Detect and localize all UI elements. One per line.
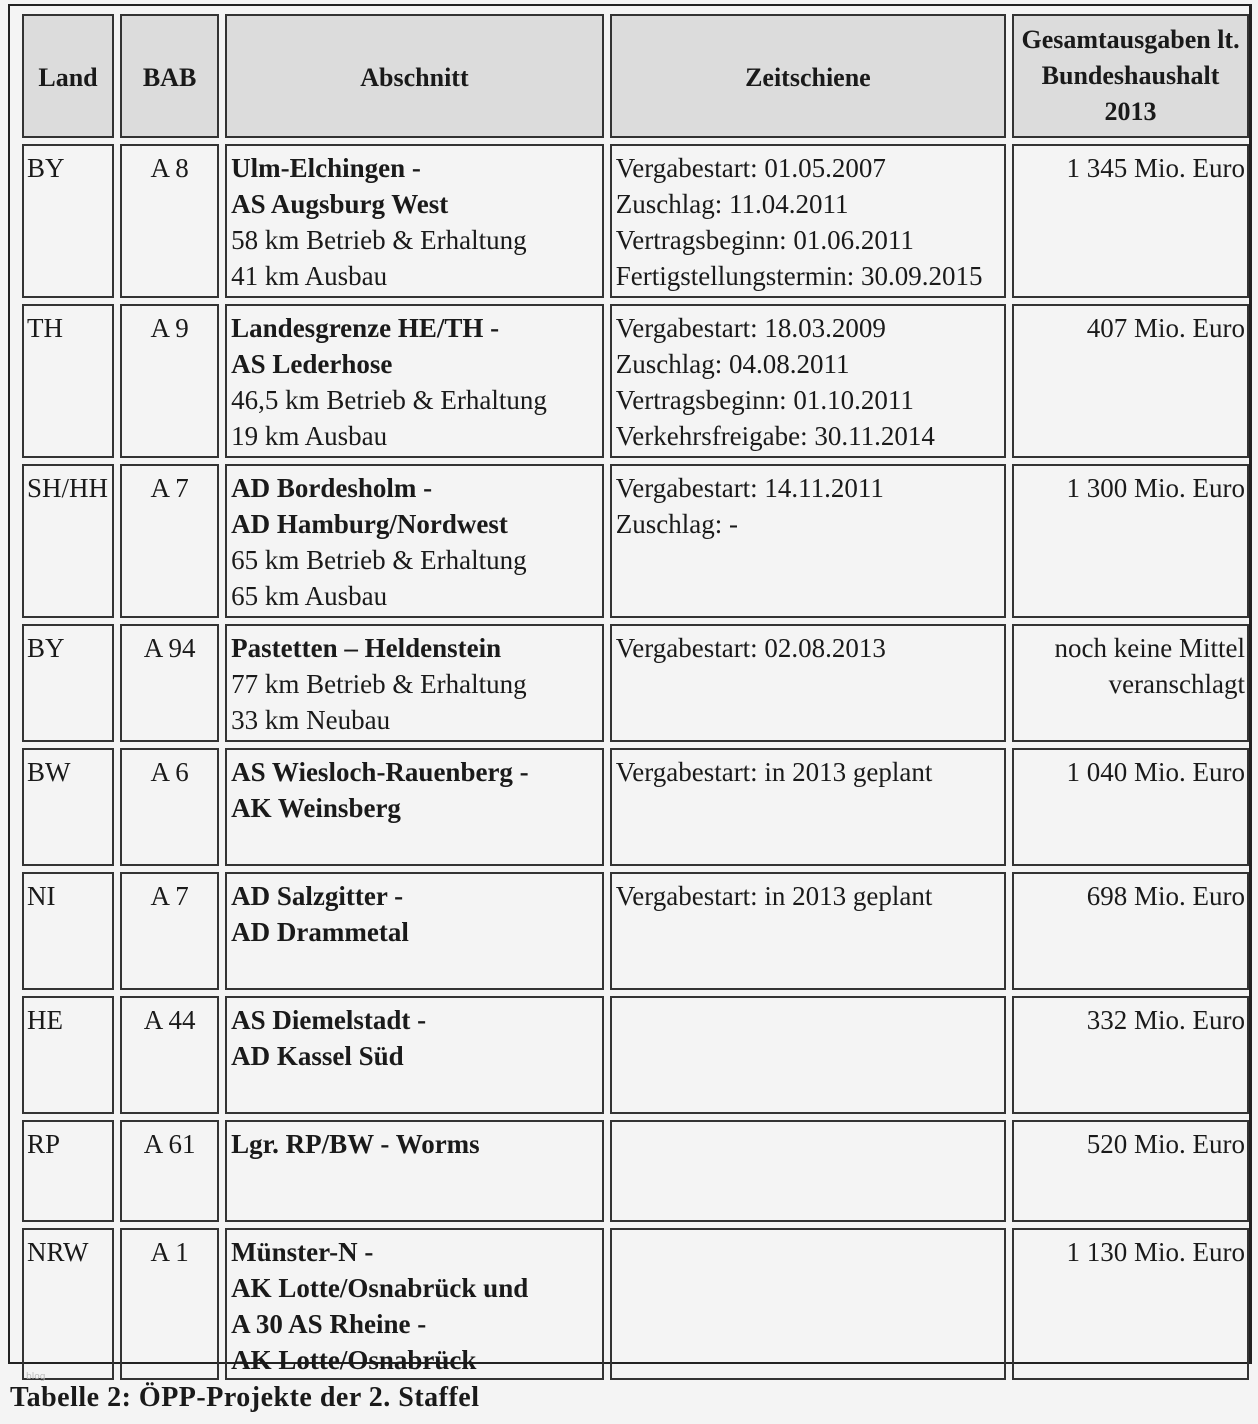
gesamtausgaben-line: noch keine Mittel xyxy=(1054,633,1245,663)
zeitschiene-line: Vergabestart: in 2013 geplant xyxy=(615,881,933,911)
cell-abschnitt xyxy=(225,144,604,298)
cell-gesamtausgaben xyxy=(1012,624,1249,742)
cell-bab: A 1 xyxy=(120,1228,219,1380)
abschnitt-title-line: A 30 AS Rheine - xyxy=(231,1309,427,1339)
cell-gesamtausgaben xyxy=(1012,464,1249,618)
cell-gesamtausgaben xyxy=(1012,144,1249,298)
cell-zeitschiene xyxy=(610,304,1006,458)
abschnitt-title-line: Pastetten – Heldenstein xyxy=(231,633,502,663)
cell-abschnitt xyxy=(225,304,604,458)
abschnitt-title-line: AD Hamburg/Nordwest xyxy=(231,509,508,539)
cell-land: SH/HH xyxy=(22,464,114,618)
cell-abschnitt xyxy=(225,464,604,618)
cell-land: RP xyxy=(22,1120,114,1222)
table-body xyxy=(22,144,1249,1380)
cell-bab: A 9 xyxy=(120,304,219,458)
cell-land: NRW xyxy=(22,1228,114,1380)
zeitschiene-line: Verkehrsfreigabe: 30.11.2014 xyxy=(615,421,935,451)
cell-bab: A 94 xyxy=(120,624,219,742)
table-row xyxy=(22,464,1249,618)
cell-bab: A 61 xyxy=(120,1120,219,1222)
cell-abschnitt xyxy=(225,1228,604,1380)
cell-gesamtausgaben xyxy=(1012,304,1249,458)
cell-bab: A 44 xyxy=(120,996,219,1114)
cell-gesamtausgaben xyxy=(1012,748,1249,866)
cell-land: NI xyxy=(22,872,114,990)
zeitschiene-line: Zuschlag: - xyxy=(615,509,738,539)
abschnitt-title-line: AK Weinsberg xyxy=(231,793,401,823)
oepp-table xyxy=(16,8,1255,1386)
abschnitt-detail-line: 77 km Betrieb & Erhaltung xyxy=(231,669,527,699)
gesamtausgaben-line: 520 Mio. Euro xyxy=(1086,1129,1245,1159)
abschnitt-title-line: AD Bordesholm - xyxy=(231,473,433,503)
cell-bab: A 7 xyxy=(120,872,219,990)
abschnitt-detail-line: 58 km Betrieb & Erhaltung xyxy=(231,225,527,255)
gesamtausgaben-line: 1 130 Mio. Euro xyxy=(1066,1237,1245,1267)
cell-bab: A 8 xyxy=(120,144,219,298)
cell-gesamtausgaben xyxy=(1012,1120,1249,1222)
cell-gesamtausgaben xyxy=(1012,1228,1249,1380)
abschnitt-title-line: Lgr. RP/BW - Worms xyxy=(231,1129,480,1159)
header-land: Land xyxy=(22,14,114,138)
header-bab: BAB xyxy=(120,14,219,138)
abschnitt-detail-line: 46,5 km Betrieb & Erhaltung xyxy=(231,385,547,415)
header-abschnitt: Abschnitt xyxy=(225,14,604,138)
cell-abschnitt xyxy=(225,872,604,990)
zeitschiene-line: Vertragsbeginn: 01.10.2011 xyxy=(615,385,914,415)
header-gesamtausgaben xyxy=(1012,14,1249,138)
gesamtausgaben-line: 332 Mio. Euro xyxy=(1086,1005,1245,1035)
abschnitt-title-line: AD Salzgitter - xyxy=(231,881,404,911)
cell-abschnitt xyxy=(225,996,604,1114)
table-row xyxy=(22,1120,1249,1222)
abschnitt-title-line: AS Diemelstadt - xyxy=(231,1005,427,1035)
gesamtausgaben-line: 407 Mio. Euro xyxy=(1086,313,1245,343)
header-gesamt-line: Bundeshaushalt xyxy=(1041,61,1220,90)
abschnitt-title-line: AS Wiesloch-Rauenberg - xyxy=(231,757,529,787)
table-row xyxy=(22,624,1249,742)
abschnitt-title-line: Landesgrenze HE/TH - xyxy=(231,313,500,343)
cell-zeitschiene xyxy=(610,1228,1006,1380)
table-row xyxy=(22,144,1249,298)
cell-bab: A 6 xyxy=(120,748,219,866)
cell-gesamtausgaben xyxy=(1012,872,1249,990)
table-frame xyxy=(8,4,1252,1375)
cell-abschnitt xyxy=(225,748,604,866)
cell-bab: A 7 xyxy=(120,464,219,618)
cell-zeitschiene xyxy=(610,872,1006,990)
gesamtausgaben-line: 1 300 Mio. Euro xyxy=(1066,473,1245,503)
cell-land: TH xyxy=(22,304,114,458)
cell-land: BY xyxy=(22,144,114,298)
gesamtausgaben-line: 1 345 Mio. Euro xyxy=(1066,153,1245,183)
cell-land: HE xyxy=(22,996,114,1114)
gesamtausgaben-line: 698 Mio. Euro xyxy=(1086,881,1245,911)
abschnitt-detail-line: 65 km Ausbau xyxy=(231,581,388,611)
header-gesamt-line: 2013 xyxy=(1104,97,1157,126)
abschnitt-title-line: AK Lotte/Osnabrück xyxy=(231,1345,477,1375)
abschnitt-title-line: Münster-N - xyxy=(231,1237,374,1267)
table-row xyxy=(22,996,1249,1114)
cell-zeitschiene xyxy=(610,996,1006,1114)
zeitschiene-line: Vergabestart: in 2013 geplant xyxy=(615,757,933,787)
zeitschiene-line: Vergabestart: 01.05.2007 xyxy=(615,153,886,183)
zeitschiene-line: Vergabestart: 02.08.2013 xyxy=(615,633,886,663)
abschnitt-title-line: AD Drammetal xyxy=(231,917,409,947)
abschnitt-title-line: AS Augsburg West xyxy=(231,189,449,219)
abschnitt-detail-line: 65 km Betrieb & Erhaltung xyxy=(231,545,527,575)
zeitschiene-line: Vergabestart: 14.11.2011 xyxy=(615,473,884,503)
cell-land: BW xyxy=(22,748,114,866)
header-zeitschiene: Zeitschiene xyxy=(610,14,1006,138)
cell-zeitschiene xyxy=(610,624,1006,742)
table-row xyxy=(22,748,1249,866)
header-gesamt-line: Gesamtausgaben lt. xyxy=(1021,25,1240,54)
zeitschiene-line: Fertigstellungstermin: 30.09.2015 xyxy=(615,261,983,291)
table-row xyxy=(22,872,1249,990)
zeitschiene-line: Vertragsbeginn: 01.06.2011 xyxy=(615,225,914,255)
cell-gesamtausgaben xyxy=(1012,996,1249,1114)
table-caption: Tabelle 2: ÖPP-Projekte der 2. Staffel xyxy=(10,1382,480,1413)
cell-zeitschiene xyxy=(610,144,1006,298)
cell-zeitschiene xyxy=(610,1120,1006,1222)
abschnitt-title-line: AS Lederhose xyxy=(231,349,393,379)
abschnitt-title-line: AK Lotte/Osnabrück und xyxy=(231,1273,529,1303)
abschnitt-detail-line: 41 km Ausbau xyxy=(231,261,388,291)
abschnitt-detail-line: 33 km Neubau xyxy=(231,705,391,735)
table-row xyxy=(22,304,1249,458)
cell-land: BY xyxy=(22,624,114,742)
cell-zeitschiene xyxy=(610,748,1006,866)
zeitschiene-line: Zuschlag: 11.04.2011 xyxy=(615,189,849,219)
abschnitt-title-line: AD Kassel Süd xyxy=(231,1041,404,1071)
abschnitt-title-line: Ulm-Elchingen - xyxy=(231,153,421,183)
gesamtausgaben-line: veranschlagt xyxy=(1108,669,1245,699)
cell-abschnitt xyxy=(225,624,604,742)
zeitschiene-line: Vergabestart: 18.03.2009 xyxy=(615,313,886,343)
table-row xyxy=(22,1228,1249,1380)
zeitschiene-line: Zuschlag: 04.08.2011 xyxy=(615,349,850,379)
cell-zeitschiene xyxy=(610,464,1006,618)
header-row xyxy=(22,14,1249,138)
cell-abschnitt xyxy=(225,1120,604,1222)
gesamtausgaben-line: 1 040 Mio. Euro xyxy=(1066,757,1245,787)
watermark-text: blog xyxy=(26,1372,46,1382)
abschnitt-detail-line: 19 km Ausbau xyxy=(231,421,388,451)
